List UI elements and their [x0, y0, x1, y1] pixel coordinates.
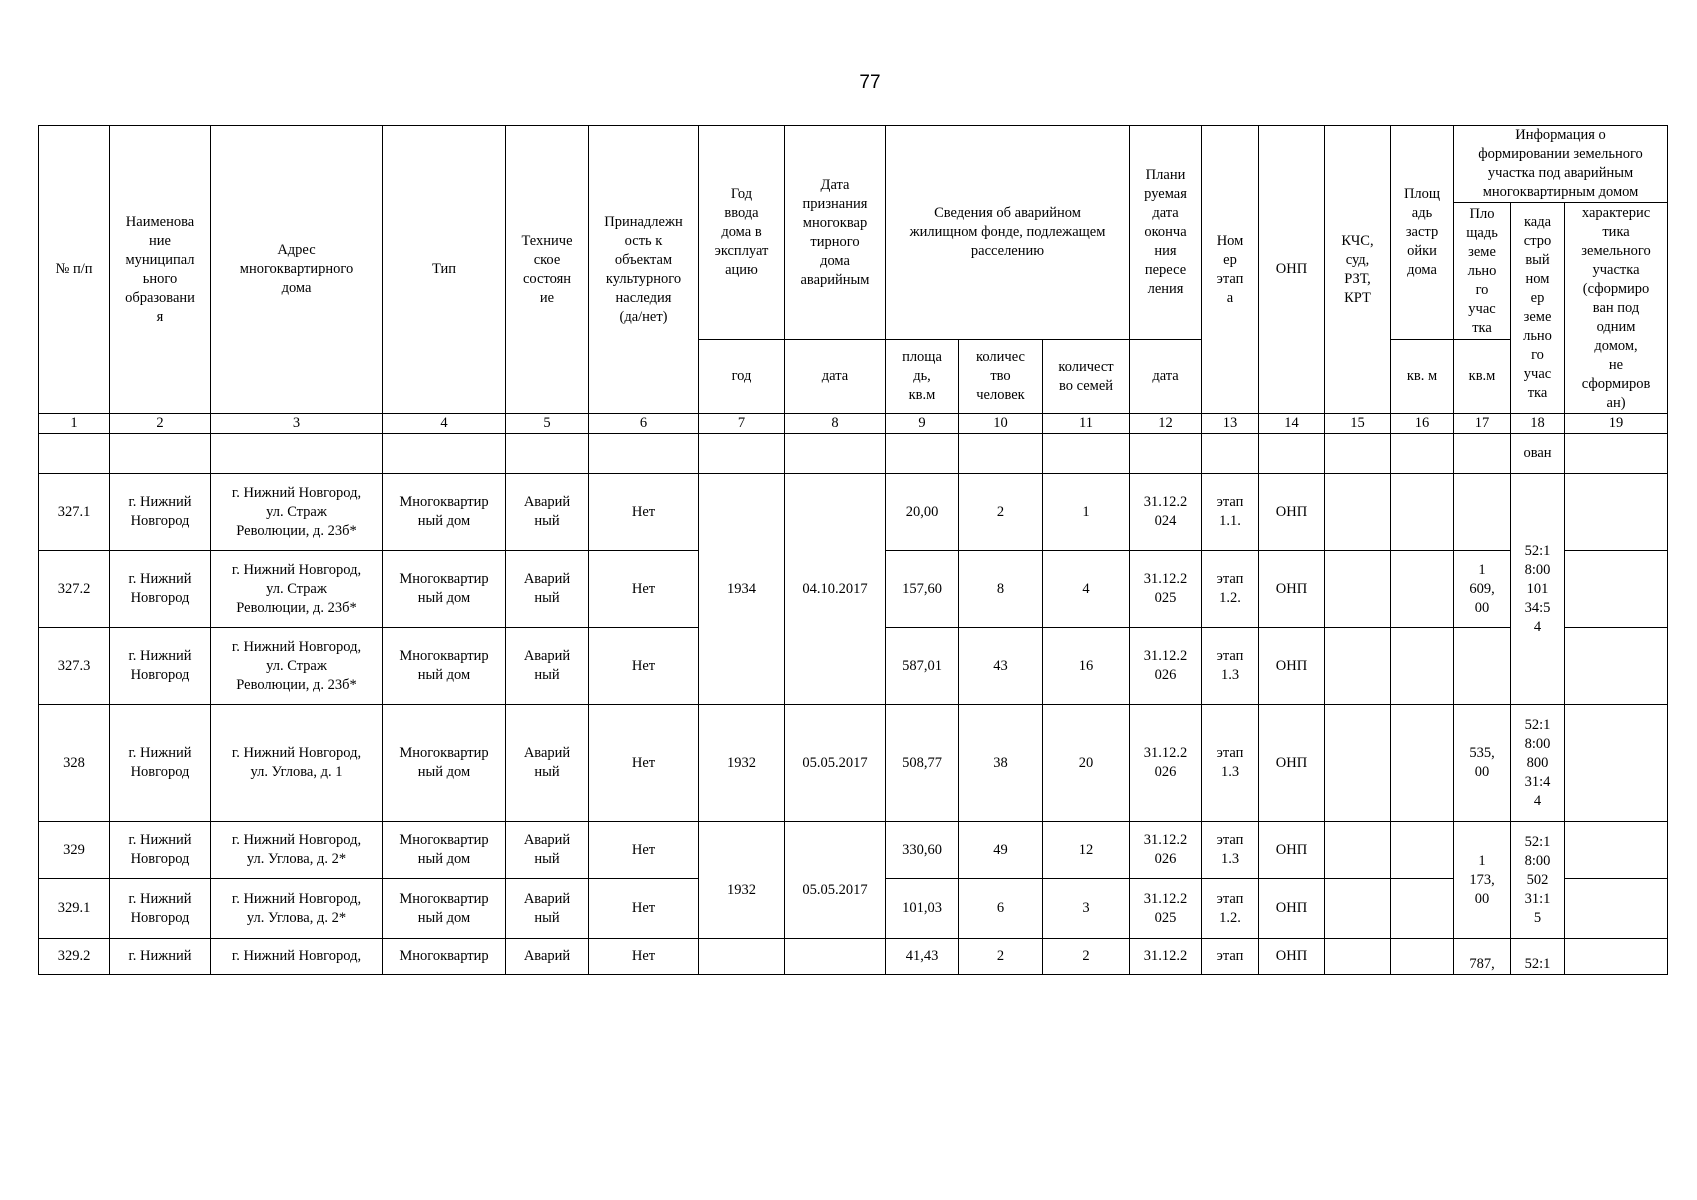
carry-over-text: ован	[1511, 434, 1565, 474]
address: г. Нижний Новгород, ул. Углова, д. 2*	[211, 822, 383, 879]
area: 508,77	[886, 705, 959, 822]
column-number: 9	[886, 414, 959, 434]
onp: ОНП	[1259, 628, 1325, 705]
header-col12: Плани руемая дата оконча ния пересе ления	[1130, 126, 1202, 340]
row-number: 327.2	[39, 551, 110, 628]
column-number: 6	[589, 414, 699, 434]
carry-over-row	[39, 434, 1668, 474]
land-area: 787,	[1454, 939, 1511, 975]
table-row	[39, 939, 1668, 975]
column-number: 5	[506, 414, 589, 434]
heritage: Нет	[589, 879, 699, 939]
heritage: Нет	[589, 822, 699, 879]
onp: ОНП	[1259, 551, 1325, 628]
resettlement-end-date: 31.12.2 026	[1130, 628, 1202, 705]
area: 157,60	[886, 551, 959, 628]
column-number: 18	[1511, 414, 1565, 434]
table-row	[39, 474, 1668, 551]
subheader-area: площа дь, кв.м	[886, 340, 959, 414]
header-col4: Тип	[383, 126, 506, 414]
header-col13: Ном ер этап а	[1202, 126, 1259, 414]
header-col7: Год ввода дома в эксплуат ацию	[699, 126, 785, 340]
subheader-families: количест во семей	[1043, 340, 1130, 414]
header-col2: Наименова ние муниципал ьного образовани я	[110, 126, 211, 414]
cadastral-number: 52:1 8:00 800 31:4 4	[1511, 705, 1565, 822]
municipality: г. Нижний Новгород	[110, 879, 211, 939]
land-area: 1 173, 00	[1454, 822, 1511, 939]
families-count: 2	[1043, 939, 1130, 975]
subheader-people: количес тво человек	[959, 340, 1043, 414]
address: г. Нижний Новгород, ул. Страж Революции, д. 23б*	[211, 628, 383, 705]
area: 101,03	[886, 879, 959, 939]
stage-number: этап 1.3	[1202, 628, 1259, 705]
subheader-year: год	[699, 340, 785, 414]
row-number: 329.1	[39, 879, 110, 939]
emergency-housing-table	[38, 125, 1668, 975]
address: г. Нижний Новгород, ул. Углова, д. 2*	[211, 879, 383, 939]
onp: ОНП	[1259, 474, 1325, 551]
address: г. Нижний Новгород, ул. Страж Революции, д. 23б*	[211, 474, 383, 551]
people-count: 49	[959, 822, 1043, 879]
resettlement-end-date: 31.12.2 026	[1130, 705, 1202, 822]
table-row	[39, 822, 1668, 879]
header-col8: Дата признания многоквар тирного дома аварийным	[785, 126, 886, 340]
subheader-sq-m-land: кв.м	[1454, 340, 1511, 414]
column-number: 7	[699, 414, 785, 434]
cadastral-number: 52:1 8:00 101 34:5 4	[1511, 474, 1565, 705]
page-number: 77	[859, 72, 881, 93]
header-col3: Адрес многоквартирного дома	[211, 126, 383, 414]
resettlement-end-date: 31.12.2 025	[1130, 879, 1202, 939]
stage-number: этап 1.3	[1202, 705, 1259, 822]
area: 330,60	[886, 822, 959, 879]
building-type: Многоквартир ный дом	[383, 822, 506, 879]
technical-state: Аварий ный	[506, 822, 589, 879]
emergency-date: 04.10.2017	[785, 474, 886, 705]
people-count: 8	[959, 551, 1043, 628]
families-count: 3	[1043, 879, 1130, 939]
subheader-date: дата	[785, 340, 886, 414]
onp: ОНП	[1259, 879, 1325, 939]
header-col19: характерис тика земельного участка (сформиро ван под одним домом, не сформиров ан)	[1565, 203, 1668, 414]
commission-year: 1934	[699, 474, 785, 705]
people-count: 6	[959, 879, 1043, 939]
header-col6: Принадлежн ость к объектам культурного наследия (да/нет)	[589, 126, 699, 414]
header-col17: Пло щадь земе льно го учас тка	[1454, 203, 1511, 340]
stage-number: этап 1.2.	[1202, 879, 1259, 939]
header-col9-11: Сведения об аварийном жилищном фонде, подлежащем расселению	[886, 126, 1130, 340]
heritage: Нет	[589, 939, 699, 975]
column-number: 11	[1043, 414, 1130, 434]
technical-state: Аварий ный	[506, 628, 589, 705]
commission-year: 1932	[699, 705, 785, 822]
resettlement-end-date: 31.12.2	[1130, 939, 1202, 975]
stage-number: этап 1.2.	[1202, 551, 1259, 628]
families-count: 20	[1043, 705, 1130, 822]
technical-state: Аварий ный	[506, 551, 589, 628]
resettlement-end-date: 31.12.2 025	[1130, 551, 1202, 628]
heritage: Нет	[589, 551, 699, 628]
commission-year: 1932	[699, 822, 785, 939]
row-number: 329.2	[39, 939, 110, 975]
row-number: 327.1	[39, 474, 110, 551]
column-number: 12	[1130, 414, 1202, 434]
address: г. Нижний Новгород, ул. Углова, д. 1	[211, 705, 383, 822]
people-count: 2	[959, 474, 1043, 551]
column-number: 10	[959, 414, 1043, 434]
row-number: 328	[39, 705, 110, 822]
cadastral-number: 52:1 8:00 502 31:1 5	[1511, 822, 1565, 939]
emergency-date: 05.05.2017	[785, 822, 886, 939]
header-col14: ОНП	[1259, 126, 1325, 414]
emergency-date: 05.05.2017	[785, 705, 886, 822]
column-number: 16	[1391, 414, 1454, 434]
column-number: 19	[1565, 414, 1668, 434]
building-type: Многоквартир	[383, 939, 506, 975]
column-number: 2	[110, 414, 211, 434]
families-count: 16	[1043, 628, 1130, 705]
cadastral-number: 52:1	[1511, 939, 1565, 975]
subheader-sq-m: кв. м	[1391, 340, 1454, 414]
municipality: г. Нижний Новгород	[110, 705, 211, 822]
column-number: 8	[785, 414, 886, 434]
row-number: 329	[39, 822, 110, 879]
address: г. Нижний Новгород,	[211, 939, 383, 975]
technical-state: Аварий ный	[506, 474, 589, 551]
building-type: Многоквартир ный дом	[383, 474, 506, 551]
people-count: 2	[959, 939, 1043, 975]
column-number: 1	[39, 414, 110, 434]
address: г. Нижний Новгород, ул. Страж Революции, д. 23б*	[211, 551, 383, 628]
onp: ОНП	[1259, 822, 1325, 879]
technical-state: Аварий	[506, 939, 589, 975]
row-number: 327.3	[39, 628, 110, 705]
column-number-row	[39, 414, 1668, 434]
building-type: Многоквартир ный дом	[383, 628, 506, 705]
column-number: 17	[1454, 414, 1511, 434]
municipality: г. Нижний Новгород	[110, 822, 211, 879]
building-type: Многоквартир ный дом	[383, 879, 506, 939]
heritage: Нет	[589, 474, 699, 551]
area: 587,01	[886, 628, 959, 705]
area: 41,43	[886, 939, 959, 975]
onp: ОНП	[1259, 705, 1325, 822]
land-area: 1 609, 00	[1454, 551, 1511, 628]
column-number: 14	[1259, 414, 1325, 434]
header-col15: КЧС, суд, РЗТ, КРТ	[1325, 126, 1391, 414]
people-count: 43	[959, 628, 1043, 705]
families-count: 12	[1043, 822, 1130, 879]
header-col18: када стро вый ном ер земе льно го учас тка	[1511, 203, 1565, 414]
column-number: 3	[211, 414, 383, 434]
column-number: 15	[1325, 414, 1391, 434]
technical-state: Аварий ный	[506, 879, 589, 939]
stage-number: этап	[1202, 939, 1259, 975]
people-count: 38	[959, 705, 1043, 822]
stage-number: этап 1.1.	[1202, 474, 1259, 551]
municipality: г. Нижний	[110, 939, 211, 975]
header-col5: Техниче ское состоян ие	[506, 126, 589, 414]
resettlement-end-date: 31.12.2 026	[1130, 822, 1202, 879]
families-count: 4	[1043, 551, 1130, 628]
heritage: Нет	[589, 705, 699, 822]
resettlement-end-date: 31.12.2 024	[1130, 474, 1202, 551]
header-col1: № п/п	[39, 126, 110, 414]
municipality: г. Нижний Новгород	[110, 628, 211, 705]
subheader-end-date: дата	[1130, 340, 1202, 414]
land-area: 535, 00	[1454, 705, 1511, 822]
header-col16: Площ адь застр ойки дома	[1391, 126, 1454, 340]
building-type: Многоквартир ный дом	[383, 551, 506, 628]
stage-number: этап 1.3	[1202, 822, 1259, 879]
families-count: 1	[1043, 474, 1130, 551]
column-number: 13	[1202, 414, 1259, 434]
technical-state: Аварий ный	[506, 705, 589, 822]
municipality: г. Нижний Новгород	[110, 551, 211, 628]
table-row	[39, 705, 1668, 822]
building-type: Многоквартир ный дом	[383, 705, 506, 822]
heritage: Нет	[589, 628, 699, 705]
area: 20,00	[886, 474, 959, 551]
header-col17-19: Информация о формировании земельного участка под аварийным многоквартирным домом	[1454, 126, 1668, 203]
column-number: 4	[383, 414, 506, 434]
onp: ОНП	[1259, 939, 1325, 975]
municipality: г. Нижний Новгород	[110, 474, 211, 551]
